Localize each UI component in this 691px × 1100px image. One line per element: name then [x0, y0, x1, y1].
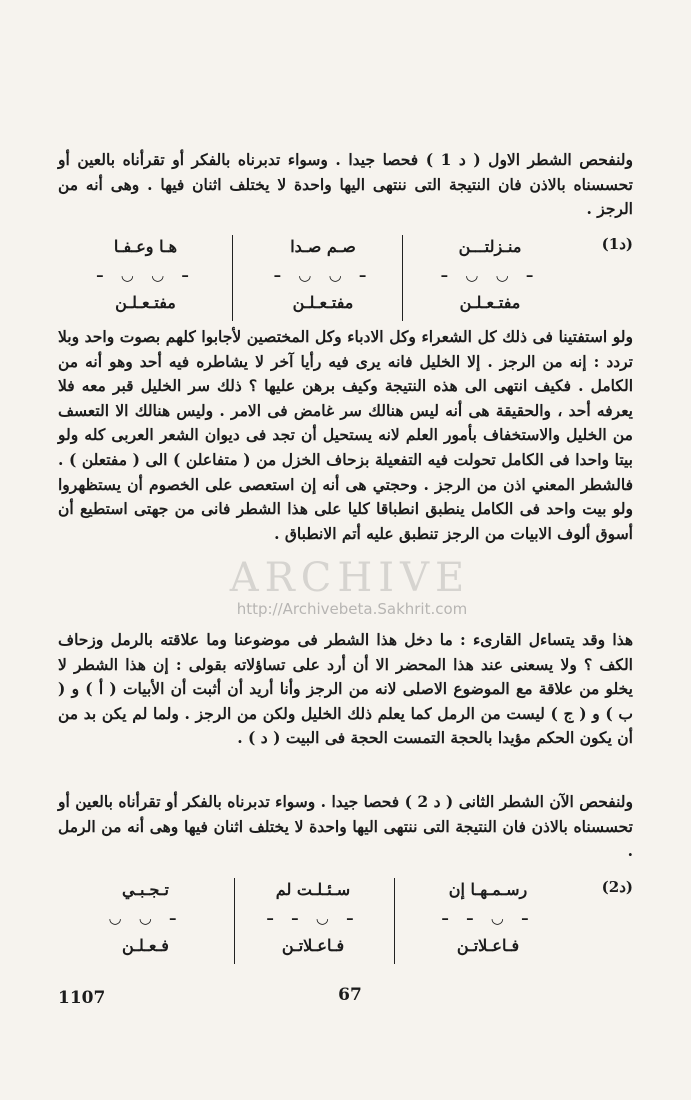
archive-watermark-url: http://Archivebeta.Sakhrit.com: [236, 600, 468, 618]
scansion-column: [238, 876, 388, 964]
meter-marks: – ◡ ◡: [108, 909, 183, 927]
column-divider: [234, 878, 236, 964]
scansion-column: [413, 876, 563, 964]
metrical-foot: فـاعـلاتـن: [456, 936, 520, 955]
scansion-column: [63, 876, 228, 964]
syllable-text: تـجـبـي: [121, 880, 169, 899]
paragraph-2: ولو استفتينا فى ذلك كل الشعراء وكل الادباء وكل المختصين لأجابوا كلهم بصوت واحد وبلا تردد : إنه من الرجز . إلا الخليل فانه يرى فيه رأيا آخر لا يشاطره فيه أحد وهو أنه من الكامل . فكيف انتهى الى هذه النتيجة وكيف برهن عليها ؟ ذلك سر الخليل قبر معه فلا يعرفه أحد ، والحقيقة هى أنه ليس هنالك سر غامض فى الامر . وليس هنالك الا التعسف من الخليل والاستخفاف بأمور العلم لانه يستحيل أن تجد فى ديوان الشعر العربى كله ولو بيتا واحدا فى الكامل تحولت فيه التفعيلة بزحاف الخزل من ( متفاعلن ) الى ( مفتعلن ) . فالشطر المعني اذن من الرجز . وحجتي هى أنه إن استعصى على الخصوم أن يستظهروا ولو بيت واحد فى الكامل ينطبق انطباقا كليا على هذا الشطر فانى من جهتى استطيع أن أسوق ألوف الابيات من الرجز تنطبق عليه أتم الانطباق .: [58, 327, 633, 543]
page-number: 67: [338, 985, 362, 1005]
archive-watermark-logo: ARCHIVE: [229, 555, 471, 601]
column-divider: [402, 235, 404, 321]
meter-marks: – ◡ – –: [441, 909, 535, 927]
volume-number: 1107: [58, 988, 106, 1008]
meter-marks: – ◡ ◡ –: [440, 266, 540, 284]
metrical-foot: مفتـعـلـن: [115, 293, 176, 312]
meter-marks: – ◡ ◡ –: [273, 266, 373, 284]
scansion-label-d1: (د1): [601, 235, 633, 253]
column-divider: [394, 878, 396, 964]
column-divider: [232, 235, 234, 321]
scansion-column: [248, 233, 398, 321]
metrical-foot: فـعـلـن: [122, 936, 169, 955]
metrical-foot: مفتـعـلـن: [459, 293, 521, 312]
paragraph-1: ولنفحص الشطر الاول ( د 1 ) فحصا جيدا . وسواء تدبرناه بالفكر أو تقرأناه بالعين أو تحسسناه بالاذن فان النتيجة التى ننتهى اليها واحدة لا يختلف اثنان فيها . وهى أنه من الرجز .: [58, 150, 633, 219]
paragraph-4: ولنفحص الآن الشطر الثانى ( د 2 ) فحصا جيدا . وسواء تدبرناه بالفكر أو تقرأناه بالعين أو تحسسناه بالاذن فان النتيجة التى ننتهى اليها واحدة لا يختلف اثنان فيها وهى أنه من الرمل .: [58, 792, 633, 861]
syllable-text: سـئـلـت لم: [275, 880, 351, 899]
syllable-text: رسـمـهـا إن: [448, 880, 528, 899]
syllable-text: هـا وعـفـا: [113, 237, 178, 256]
meter-marks: – ◡ ◡ –: [96, 266, 195, 284]
scansion-table-2: [58, 876, 633, 968]
meter-marks: – ◡ – –: [266, 909, 360, 927]
scansion-table-1: [58, 233, 633, 325]
syllable-text: منـزلتـــن: [458, 237, 522, 256]
metrical-foot: مفتـعـلـن: [292, 293, 354, 312]
metrical-foot: فـاعـلاتـن: [281, 936, 345, 955]
scansion-column: [63, 233, 228, 321]
paragraph-3: هذا وقد يتساءل القارىء : ما دخل هذا الشطر فى موضوعنا وما علاقته بالرمل وزحاف الكف ؟ ولا يسعنى عند هذا المحضر الا أن أرد على تساؤلاته بقولى : إن هذا الشطر لا يخلو من علاقة مع الموضوع الاصلى لانه من الرجز وأنا أريد أن أثبت أن الأبيات ( أ ) و ( ب ) و ( ج ) ليست من الرمل كما يعلم ذلك الخليل ولكن من الرجز . ولما لم يكن بد من أن يكون الحكم مؤيدا بالحجة التمست الحجة فى البيت ( د ) .: [58, 630, 633, 748]
syllable-text: صـم صـدا: [290, 237, 356, 256]
scansion-label-d2: (د2): [601, 878, 633, 896]
scansion-column: [415, 233, 565, 321]
